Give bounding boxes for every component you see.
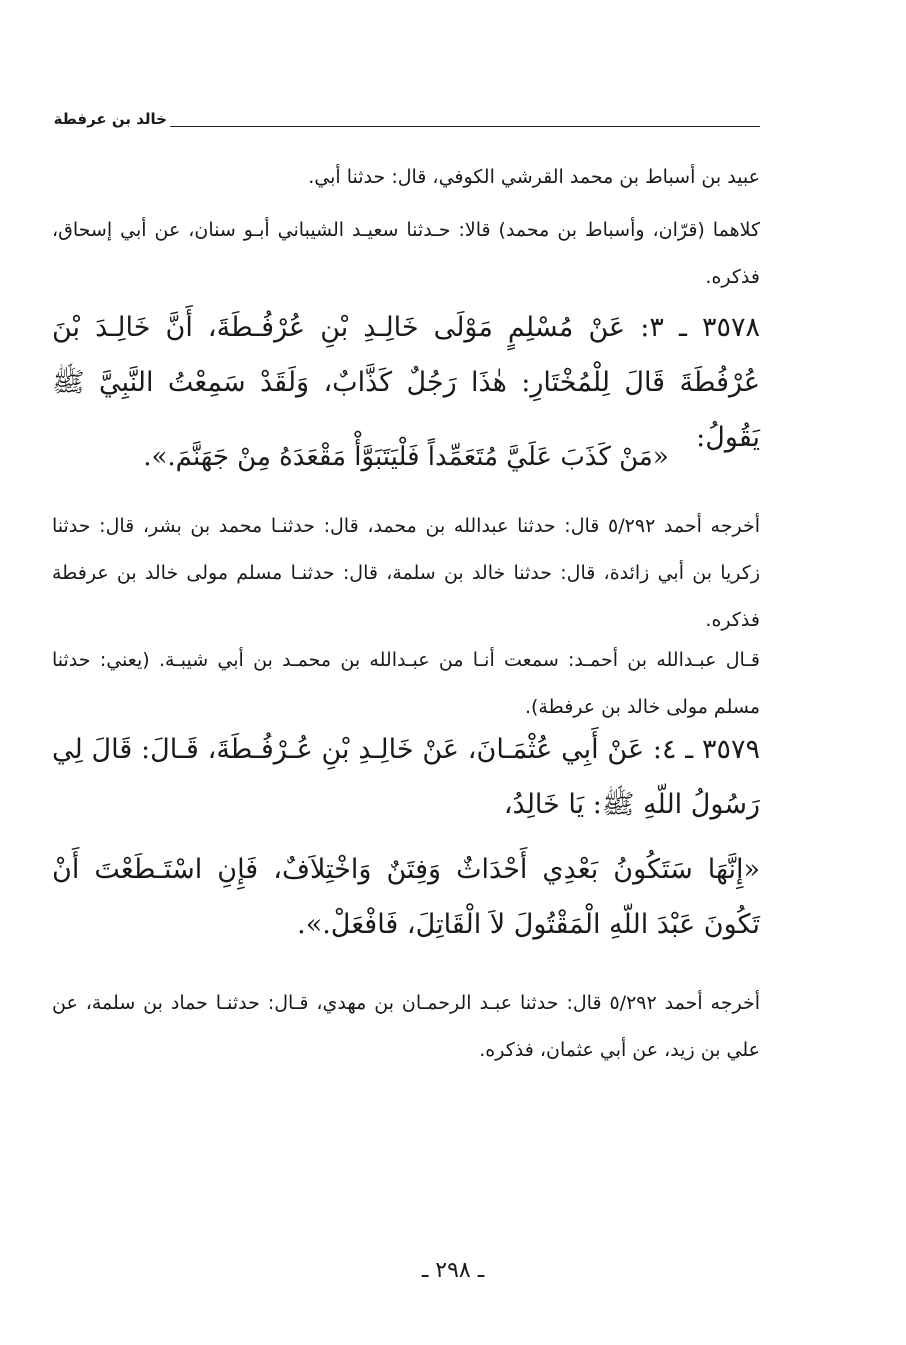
paragraph-both-narrated: كلاهما (قرّان، وأسباط بن محمد) قالا: حـدثنا سعيـد الشيباني أبـو سنان، عن أبي إسحاق، فذكره.: [52, 219, 760, 288]
takhrij-3578: أخرجه أحمد ٥/٢٩٢ قال: حدثنا عبدالله بن محمد، قال: حدثنـا محمد بن بشر، قال: حدثنا زكريا بن أبي زائدة، قال: حدثنا خالد بن سلمة، قال: حدثنـا مسلم مولى خالد بن عرفطة فذكره.: [52, 515, 760, 631]
note-abdullah-ibn-ahmad: قـال عبـدالله بن أحمـد: سمعت أنـا من عبـدالله بن محمـد بن أبي شيبـة. (يعني: حدثنا مسلم مولى خالد بن عرفطة).: [52, 649, 760, 718]
paragraph-chain-continuation: عبيد بن أسباط بن محمد القرشي الكوفي، قال: حدثنا أبي.: [308, 166, 760, 188]
takhrij-3579: أخرجه أحمد ٥/٢٩٢ قال: حدثنا عبـد الرحمـان بن مهدي، قـال: حدثنـا حماد بن سلمة، عن علي بن زيد، عن أبي عثمان، فذكره.: [52, 992, 760, 1061]
hadith-3578-quote: «مَنْ كَذَبَ عَلَيَّ مُتَعَمِّداً فَلْيَتَبَوَّأْ مَقْعَدَهُ مِنْ جَهَنَّمَ.».: [143, 442, 669, 472]
page-header: [170, 108, 760, 134]
header-rule: [170, 126, 760, 127]
hadith-3579-quote: «إِنَّهَا سَتَكُونُ بَعْدِي أَحْدَاثٌ وَفِتَنٌ وَاخْتِلاَفٌ، فَإِنِ اسْتَـطَعْتَ أَنْ تَكُونَ عَبْدَ اللّهِ الْمَقْتُولَ لاَ الْقَاتِلَ، فَافْعَلْ.».: [52, 854, 760, 940]
running-title: خالد بن عرفطة: [53, 110, 167, 128]
hadith-3579-text: ٣٥٧٩ ـ ٤: عَنْ أَبِي عُثْمَـانَ، عَنْ خَالِـدِ بْنِ عُـرْفُـطَةَ، قَـالَ: قَالَ لِي رَسُولُ اللّهِ ﷺ: يَا خَالِدُ،: [52, 734, 761, 820]
page-number: ـ ٢٩٨ ـ: [421, 1258, 485, 1283]
hadith-3578-text: ٣٥٧٨ ـ ٣: عَنْ مُسْلِمٍ مَوْلَى خَالِـدِ بْنِ عُرْفُـطَةَ، أَنَّ خَالِـدَ بْنَ عُرْفُطَةَ قَالَ لِلْمُخْتَارِ: هٰذَا رَجُلٌ كَذَّابٌ، وَلَقَدْ سَمِعْتُ النَّبِيَّ ﷺ يَقُولُ:: [52, 312, 761, 453]
